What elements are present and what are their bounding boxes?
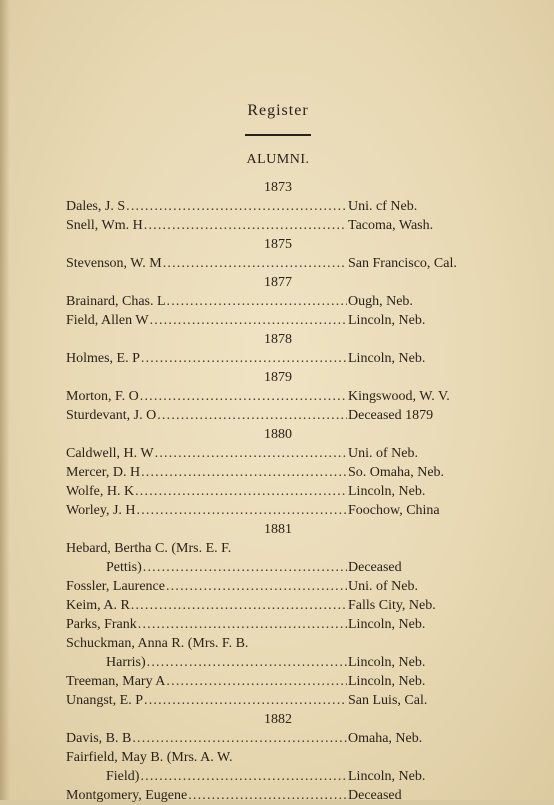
- alumnus-name: Dales, J. S: [66, 199, 126, 214]
- alumnus-entry: [66, 311, 490, 330]
- dot-leader: [140, 767, 347, 786]
- alumnus-entry: [66, 615, 490, 634]
- page-title: Register: [247, 102, 309, 119]
- alumnus-location: Lincoln, Neb.: [348, 769, 426, 784]
- alumnus-entry: [66, 596, 490, 615]
- alumnus-name: Montgomery, Eugene: [66, 788, 188, 803]
- alumnus-location: Kingswood, W. V.: [348, 389, 450, 404]
- dot-leader: [147, 653, 347, 672]
- alumnus-entry: [66, 216, 490, 235]
- alumnus-name: Unangst, E. P: [66, 693, 143, 708]
- alumnus-entry: [66, 653, 490, 672]
- alumnus-entry: [66, 577, 490, 596]
- alumnus-name: Mercer, D. H: [66, 465, 141, 480]
- dot-leader: [138, 615, 347, 634]
- alumnus-entry: [66, 292, 490, 311]
- alumnus-entry: [66, 197, 490, 216]
- class-year-heading: 1882: [264, 712, 292, 727]
- alumnus-entry: [66, 672, 490, 691]
- dot-leader: [144, 216, 347, 235]
- alumnus-location: Uni. cf Neb.: [348, 199, 418, 214]
- alumnus-location: Falls City, Neb.: [348, 598, 436, 613]
- dot-leader: [126, 197, 347, 216]
- alumnus-name: Wolfe, H. K: [66, 484, 135, 499]
- dot-leader: [157, 406, 347, 425]
- class-year-heading: 1875: [264, 237, 292, 252]
- dot-leader: [163, 254, 347, 273]
- alumnus-entry: [66, 767, 490, 786]
- alumnus-entry: [66, 254, 490, 273]
- class-year-heading: 1877: [264, 275, 292, 290]
- alumnus-location: Deceased 1879: [348, 408, 434, 423]
- dot-leader: [131, 596, 347, 615]
- class-year-heading: 1880: [264, 427, 292, 442]
- dot-leader: [135, 482, 347, 501]
- dot-leader: [150, 311, 347, 330]
- alumnus-location: Deceased: [348, 788, 402, 803]
- alumnus-name-line: Schuckman, Anna R. (Mrs. F. B.: [66, 636, 249, 651]
- alumnus-name: Worley, J. H: [66, 503, 136, 518]
- alumnus-entry: [66, 463, 490, 482]
- alumnus-location: Lincoln, Neb.: [348, 484, 426, 499]
- dot-leader: [140, 387, 347, 406]
- alumnus-name-line: Hebard, Bertha C. (Mrs. E. F.: [66, 541, 232, 556]
- alumnus-name: Snell, Wm. H: [66, 218, 143, 233]
- alumnus-name: Field, Allen W: [66, 313, 149, 328]
- alumnus-name: Davis, B. B: [66, 731, 132, 746]
- alumnus-location: Foochow, China: [348, 503, 440, 518]
- alumnus-location: Lincoln, Neb.: [348, 674, 426, 689]
- alumnus-location: Lincoln, Neb.: [348, 617, 426, 632]
- dot-leader: [144, 691, 347, 710]
- dot-leader: [141, 349, 347, 368]
- alumnus-entry: [66, 482, 490, 501]
- dot-leader: [132, 729, 347, 748]
- alumnus-entry: [66, 558, 490, 577]
- alumni-register: [66, 178, 490, 805]
- alumnus-location: So. Omaha, Neb.: [348, 465, 445, 480]
- dot-leader: [141, 463, 347, 482]
- alumnus-name: Stevenson, W. M: [66, 256, 162, 271]
- alumnus-entry: [66, 387, 490, 406]
- alumnus-name: Morton, F. O: [66, 389, 139, 404]
- alumnus-name: Treeman, Mary A: [66, 674, 166, 689]
- register-content: [66, 100, 490, 805]
- alumnus-location: Deceased: [348, 560, 402, 575]
- page-binding-edge: [0, 0, 10, 800]
- alumnus-location: Omaha, Neb.: [348, 731, 423, 746]
- alumnus-location: Ough, Neb.: [348, 294, 413, 309]
- dot-leader: [143, 558, 347, 577]
- alumnus-name-line: Fairfield, May B. (Mrs. A. W.: [66, 750, 233, 765]
- dot-leader: [155, 444, 347, 463]
- section-subtitle: ALUMNI.: [246, 152, 310, 167]
- alumnus-location: Uni. of Neb.: [348, 446, 418, 461]
- class-year-heading: 1878: [264, 332, 292, 347]
- dot-leader: [188, 786, 347, 805]
- title-rule: [245, 134, 311, 136]
- alumnus-entry: [66, 691, 490, 710]
- alumnus-name: Harris): [106, 655, 146, 670]
- alumnus-name: Caldwell, H. W: [66, 446, 154, 461]
- dot-leader: [166, 672, 347, 691]
- alumnus-entry: [66, 349, 490, 368]
- alumnus-entry: [66, 786, 490, 805]
- alumnus-location: Lincoln, Neb.: [348, 655, 426, 670]
- alumnus-location: Lincoln, Neb.: [348, 351, 426, 366]
- alumnus-entry: [66, 729, 490, 748]
- alumnus-name: Parks, Frank: [66, 617, 137, 632]
- dot-leader: [166, 577, 347, 596]
- alumnus-location: San Francisco, Cal.: [348, 256, 457, 271]
- alumnus-name: Pettis): [106, 560, 142, 575]
- dot-leader: [167, 292, 347, 311]
- alumnus-entry: [66, 444, 490, 463]
- class-year-heading: 1881: [264, 522, 292, 537]
- alumnus-name: Holmes, E. P: [66, 351, 140, 366]
- alumnus-location: San Luis, Cal.: [348, 693, 428, 708]
- alumnus-location: Lincoln, Neb.: [348, 313, 426, 328]
- alumnus-entry: [66, 406, 490, 425]
- alumnus-name: Sturdevant, J. O: [66, 408, 157, 423]
- alumnus-name: Keim, A. R: [66, 598, 130, 613]
- dot-leader: [137, 501, 347, 520]
- class-year-heading: 1879: [264, 370, 292, 385]
- alumnus-name: Fossler, Laurence: [66, 579, 165, 594]
- alumnus-name: Brainard, Chas. L: [66, 294, 166, 309]
- class-year-heading: 1873: [264, 180, 292, 195]
- alumnus-location: Tacoma, Wash.: [348, 218, 434, 233]
- alumnus-name: Field): [106, 769, 140, 784]
- alumnus-entry: [66, 501, 490, 520]
- alumnus-location: Uni. of Neb.: [348, 579, 418, 594]
